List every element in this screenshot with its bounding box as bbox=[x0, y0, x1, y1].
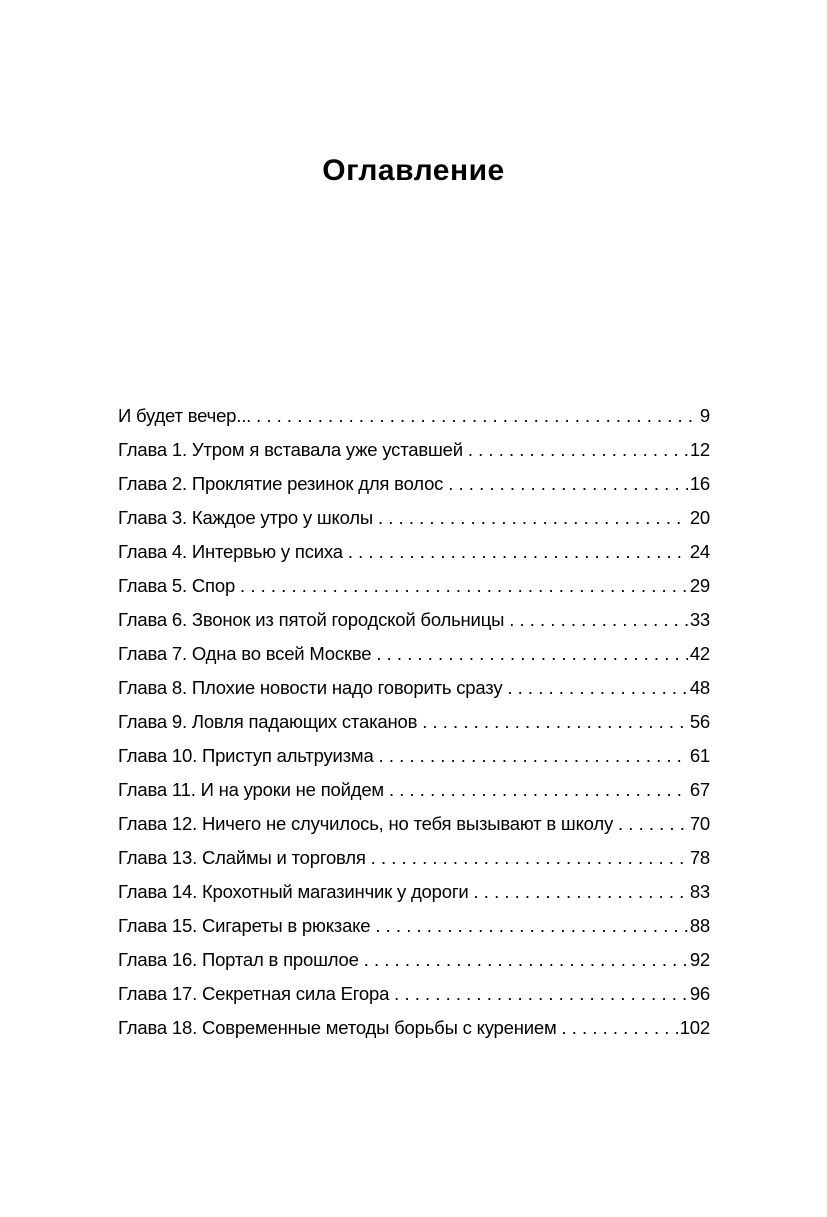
dot-leader bbox=[389, 777, 688, 803]
dot-leader bbox=[376, 641, 687, 667]
dot-leader bbox=[507, 675, 687, 701]
dot-leader bbox=[474, 879, 688, 905]
toc-entry-page: 67 bbox=[689, 779, 710, 800]
toc-entry bbox=[118, 777, 710, 811]
dot-leader bbox=[379, 743, 688, 769]
toc-entry bbox=[118, 675, 710, 709]
toc-entry bbox=[118, 879, 710, 913]
toc-entry bbox=[118, 471, 710, 505]
toc-entry bbox=[118, 505, 710, 539]
toc-entry-title: Глава 3. Каждое утро у школы bbox=[118, 507, 373, 528]
toc-entry-title: Глава 1. Утром я вставала уже уставшей bbox=[118, 439, 463, 460]
toc-entry-title: Глава 2. Проклятие резинок для волос bbox=[118, 473, 444, 494]
dot-leader bbox=[561, 1015, 677, 1041]
dot-leader bbox=[378, 505, 688, 531]
toc-entry bbox=[118, 743, 710, 777]
toc-entry-page: 83 bbox=[689, 881, 710, 902]
toc-entry-title: Глава 5. Спор bbox=[118, 575, 236, 596]
dot-leader bbox=[422, 709, 688, 735]
toc-entry-page: 96 bbox=[689, 983, 710, 1004]
dot-leader bbox=[371, 845, 688, 871]
toc-entry-page: 12 bbox=[689, 439, 710, 460]
toc-entry-page: 56 bbox=[689, 711, 710, 732]
toc-entry-title: Глава 11. И на уроки не пойдем bbox=[118, 779, 384, 800]
toc-entry-page: 24 bbox=[689, 541, 710, 562]
toc-entry bbox=[118, 947, 710, 981]
toc-entry-page: 42 bbox=[689, 643, 710, 664]
dot-leader bbox=[468, 437, 688, 463]
dot-leader bbox=[618, 811, 688, 837]
dot-leader bbox=[240, 573, 688, 599]
table-of-contents bbox=[118, 403, 710, 1049]
toc-entry-title: Глава 8. Плохие новости надо говорить сразу bbox=[118, 677, 503, 698]
toc-entry bbox=[118, 539, 710, 573]
toc-entry bbox=[118, 607, 710, 641]
toc-entry-page: 70 bbox=[689, 813, 710, 834]
toc-entry-page: 102 bbox=[679, 1017, 710, 1038]
toc-entry-page: 16 bbox=[689, 473, 710, 494]
page-title: Оглавление bbox=[322, 154, 505, 187]
toc-entry-title: Глава 9. Ловля падающих стаканов bbox=[118, 711, 418, 732]
toc-entry bbox=[118, 573, 710, 607]
toc-entry-title: Глава 15. Сигареты в рюкзаке bbox=[118, 915, 371, 936]
toc-entry bbox=[118, 981, 710, 1015]
toc-entry-title: Глава 4. Интервью у психа bbox=[118, 541, 343, 562]
toc-entry-page: 29 bbox=[689, 575, 710, 596]
toc-entry-page: 88 bbox=[689, 915, 710, 936]
toc-entry bbox=[118, 845, 710, 879]
toc-entry-page: 9 bbox=[699, 405, 710, 426]
toc-entry-page: 48 bbox=[689, 677, 710, 698]
toc-entry-title: Глава 18. Современные методы борьбы с курением bbox=[118, 1017, 557, 1038]
toc-entry bbox=[118, 1015, 710, 1049]
toc-entry-title: И будет вечер... bbox=[118, 405, 252, 426]
toc-entry-title: Глава 16. Портал в прошлое bbox=[118, 949, 359, 970]
toc-entry bbox=[118, 811, 710, 845]
dot-leader bbox=[509, 607, 688, 633]
toc-entry-title: Глава 17. Секретная сила Егора bbox=[118, 983, 390, 1004]
toc-entry bbox=[118, 709, 710, 743]
dot-leader bbox=[394, 981, 688, 1007]
toc-entry-title: Глава 12. Ничего не случилось, но тебя вызывают в школу bbox=[118, 813, 614, 834]
dot-leader bbox=[364, 947, 688, 973]
toc-entry bbox=[118, 641, 710, 675]
toc-entry-title: Глава 10. Приступ альтруизма bbox=[118, 745, 374, 766]
toc-entry-page: 92 bbox=[689, 949, 710, 970]
toc-entry-page: 33 bbox=[689, 609, 710, 630]
dot-leader bbox=[448, 471, 688, 497]
toc-entry bbox=[118, 403, 710, 437]
dot-leader bbox=[375, 913, 687, 939]
toc-entry-title: Глава 14. Крохотный магазинчик у дороги bbox=[118, 881, 469, 902]
toc-entry-title: Глава 6. Звонок из пятой городской больницы bbox=[118, 609, 505, 630]
dot-leader bbox=[348, 539, 688, 565]
toc-entry-page: 78 bbox=[689, 847, 710, 868]
toc-entry bbox=[118, 437, 710, 471]
dot-leader bbox=[256, 403, 698, 429]
toc-entry bbox=[118, 913, 710, 947]
toc-entry-page: 20 bbox=[689, 507, 710, 528]
toc-entry-title: Глава 7. Одна во всей Москве bbox=[118, 643, 372, 664]
toc-entry-page: 61 bbox=[689, 745, 710, 766]
toc-entry-title: Глава 13. Слаймы и торговля bbox=[118, 847, 366, 868]
